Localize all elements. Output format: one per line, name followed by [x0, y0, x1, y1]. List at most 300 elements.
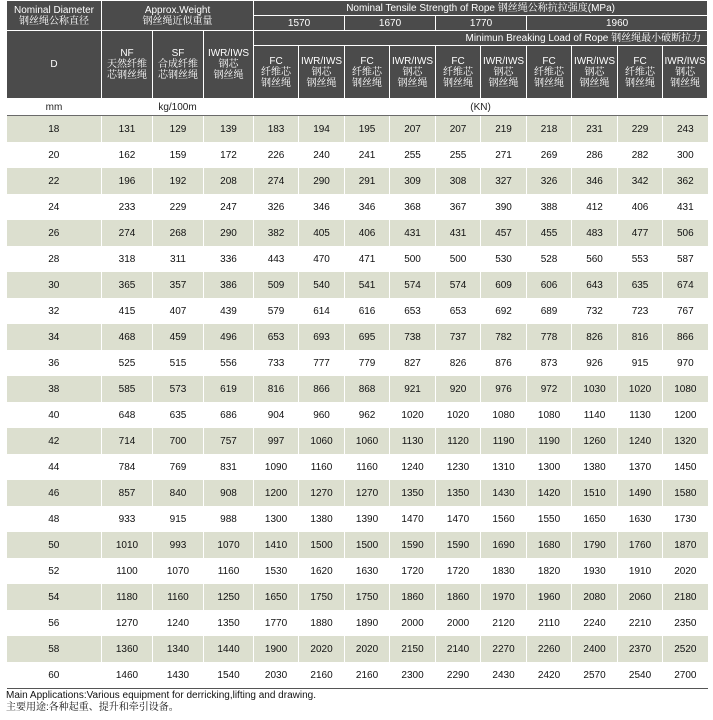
cell-value: 1190: [527, 428, 572, 454]
cell-value: 1530: [254, 558, 299, 584]
cell-value: 1540: [204, 662, 254, 689]
cell-diameter: 18: [7, 116, 102, 143]
header-nominal-diameter: Nominal Diameter 钢丝绳公称直径: [7, 1, 102, 31]
cell-value: 1860: [436, 584, 481, 610]
header-breaking-load: Minimun Breaking Load of Rope 钢丝绳最小破断拉力: [254, 31, 708, 46]
cell-value: 243: [663, 116, 708, 143]
cell-value: 388: [527, 194, 572, 220]
cell-value: 431: [436, 220, 481, 246]
cell-value: 1180: [102, 584, 153, 610]
cell-value: 1160: [299, 454, 345, 480]
cell-value: 732: [572, 298, 618, 324]
cell-value: 782: [481, 324, 527, 350]
cell-value: 207: [390, 116, 436, 143]
cell-value: 241: [345, 142, 390, 168]
cell-value: 1720: [390, 558, 436, 584]
cell-value: 2020: [345, 636, 390, 662]
cell-value: 506: [663, 220, 708, 246]
cell-value: 1310: [481, 454, 527, 480]
cell-value: 1410: [254, 532, 299, 558]
cell-value: 1130: [390, 428, 436, 454]
cell-value: 585: [102, 376, 153, 402]
cell-value: 1140: [572, 402, 618, 428]
cell-value: 368: [390, 194, 436, 220]
cell-value: 1340: [153, 636, 204, 662]
cell-value: 365: [102, 272, 153, 298]
cell-value: 988: [204, 506, 254, 532]
cell-value: 1490: [618, 480, 663, 506]
cell-diameter: 34: [7, 324, 102, 350]
cell-value: 614: [299, 298, 345, 324]
cell-value: 311: [153, 246, 204, 272]
cell-value: 194: [299, 116, 345, 143]
cell-value: 327: [481, 168, 527, 194]
cell-value: 290: [299, 168, 345, 194]
table-row: [7, 402, 708, 428]
table-row: [7, 272, 708, 298]
cell-value: 1470: [436, 506, 481, 532]
cell-value: 993: [153, 532, 204, 558]
unit-weight: kg/100m: [102, 99, 254, 116]
cell-diameter: 20: [7, 142, 102, 168]
cell-value: 2300: [390, 662, 436, 689]
cell-value: 933: [102, 506, 153, 532]
cell-value: 318: [102, 246, 153, 272]
cell-value: 1760: [618, 532, 663, 558]
cell-value: 308: [436, 168, 481, 194]
cell-diameter: 32: [7, 298, 102, 324]
cell-value: 269: [527, 142, 572, 168]
cell-value: 723: [618, 298, 663, 324]
cell-value: 2080: [572, 584, 618, 610]
cell-value: 196: [102, 168, 153, 194]
cell-value: 131: [102, 116, 153, 143]
header-type-fc: FC 纤维芯 钢丝绳: [345, 46, 390, 99]
cell-diameter: 48: [7, 506, 102, 532]
cell-value: 915: [618, 350, 663, 376]
cell-value: 873: [527, 350, 572, 376]
cell-value: 816: [618, 324, 663, 350]
applications-note: [6, 690, 316, 714]
cell-value: 1080: [663, 376, 708, 402]
cell-value: 1790: [572, 532, 618, 558]
cell-value: 686: [204, 402, 254, 428]
cell-value: 346: [345, 194, 390, 220]
cell-value: 208: [204, 168, 254, 194]
cell-value: 692: [481, 298, 527, 324]
cell-value: 653: [390, 298, 436, 324]
cell-value: 2020: [299, 636, 345, 662]
cell-value: 541: [345, 272, 390, 298]
cell-value: 290: [204, 220, 254, 246]
cell-value: 643: [572, 272, 618, 298]
cell-value: 606: [527, 272, 572, 298]
table-row: [7, 584, 708, 610]
cell-diameter: 56: [7, 610, 102, 636]
header-grade-1770: 1770: [436, 16, 527, 31]
cell-value: 816: [254, 376, 299, 402]
cell-value: 1080: [481, 402, 527, 428]
cell-value: 1160: [204, 558, 254, 584]
cell-value: 1650: [572, 506, 618, 532]
cell-value: 1270: [299, 480, 345, 506]
cell-value: 2210: [618, 610, 663, 636]
header-type-nf: NF 天然纤维 芯钢丝绳: [102, 31, 153, 99]
header-type-fc: FC 纤维芯 钢丝绳: [254, 46, 299, 99]
cell-value: 2000: [390, 610, 436, 636]
rope-spec-table: [6, 0, 708, 689]
cell-value: 286: [572, 142, 618, 168]
cell-value: 737: [436, 324, 481, 350]
cell-value: 326: [527, 168, 572, 194]
cell-value: 1200: [254, 480, 299, 506]
cell-value: 1870: [663, 532, 708, 558]
cell-value: 1750: [345, 584, 390, 610]
cell-value: 247: [204, 194, 254, 220]
header-type-iwr: IWR/IWS 钢芯 钢丝绳: [572, 46, 618, 99]
cell-value: 1260: [572, 428, 618, 454]
cell-value: 1470: [390, 506, 436, 532]
header-grade-1960: 1960: [527, 16, 708, 31]
cell-value: 1730: [663, 506, 708, 532]
table-row: [7, 428, 708, 454]
table-row: [7, 246, 708, 272]
cell-value: 362: [663, 168, 708, 194]
table-row: [7, 454, 708, 480]
cell-value: 653: [254, 324, 299, 350]
cell-value: 2160: [345, 662, 390, 689]
table-row: [7, 662, 708, 689]
cell-value: 1930: [572, 558, 618, 584]
cell-diameter: 58: [7, 636, 102, 662]
cell-value: 2270: [481, 636, 527, 662]
cell-value: 921: [390, 376, 436, 402]
cell-value: 689: [527, 298, 572, 324]
cell-value: 291: [345, 168, 390, 194]
cell-value: 1630: [618, 506, 663, 532]
cell-value: 129: [153, 116, 204, 143]
cell-value: 972: [527, 376, 572, 402]
cell-value: 1510: [572, 480, 618, 506]
cell-value: 1060: [345, 428, 390, 454]
cell-value: 455: [527, 220, 572, 246]
cell-value: 2420: [527, 662, 572, 689]
cell-value: 1300: [527, 454, 572, 480]
cell-value: 997: [254, 428, 299, 454]
cell-value: 1020: [390, 402, 436, 428]
cell-value: 1880: [299, 610, 345, 636]
cell-value: 1890: [345, 610, 390, 636]
cell-value: 2160: [299, 662, 345, 689]
cell-value: 1200: [663, 402, 708, 428]
cell-value: 1770: [254, 610, 299, 636]
cell-value: 700: [153, 428, 204, 454]
cell-value: 226: [254, 142, 299, 168]
cell-value: 616: [345, 298, 390, 324]
cell-value: 530: [481, 246, 527, 272]
cell-value: 431: [663, 194, 708, 220]
cell-diameter: 46: [7, 480, 102, 506]
cell-value: 468: [102, 324, 153, 350]
cell-value: 1350: [436, 480, 481, 506]
cell-value: 326: [254, 194, 299, 220]
cell-value: 976: [481, 376, 527, 402]
unit-load: (KN): [254, 99, 708, 116]
cell-value: 1590: [436, 532, 481, 558]
table-row: [7, 532, 708, 558]
cell-value: 962: [345, 402, 390, 428]
cell-value: 674: [663, 272, 708, 298]
cell-value: 1020: [436, 402, 481, 428]
cell-value: 648: [102, 402, 153, 428]
cell-value: 2260: [527, 636, 572, 662]
cell-value: 1270: [102, 610, 153, 636]
cell-value: 2030: [254, 662, 299, 689]
cell-value: 857: [102, 480, 153, 506]
cell-value: 162: [102, 142, 153, 168]
cell-diameter: 50: [7, 532, 102, 558]
cell-value: 920: [436, 376, 481, 402]
cell-value: 1500: [299, 532, 345, 558]
cell-value: 560: [572, 246, 618, 272]
cell-value: 500: [390, 246, 436, 272]
cell-diameter: 22: [7, 168, 102, 194]
cell-value: 2000: [436, 610, 481, 636]
cell-diameter: 40: [7, 402, 102, 428]
table-row: [7, 558, 708, 584]
cell-value: 2140: [436, 636, 481, 662]
cell-value: 1960: [527, 584, 572, 610]
cell-value: 407: [153, 298, 204, 324]
cell-value: 443: [254, 246, 299, 272]
cell-value: 346: [572, 168, 618, 194]
cell-value: 1900: [254, 636, 299, 662]
cell-value: 1430: [153, 662, 204, 689]
cell-value: 367: [436, 194, 481, 220]
cell-value: 693: [299, 324, 345, 350]
cell-value: 573: [153, 376, 204, 402]
cell-value: 1680: [527, 532, 572, 558]
cell-value: 1320: [663, 428, 708, 454]
cell-value: 2700: [663, 662, 708, 689]
cell-diameter: 52: [7, 558, 102, 584]
cell-value: 960: [299, 402, 345, 428]
header-grade-1570: 1570: [254, 16, 345, 31]
cell-value: 553: [618, 246, 663, 272]
cell-value: 406: [618, 194, 663, 220]
cell-value: 1910: [618, 558, 663, 584]
cell-value: 587: [663, 246, 708, 272]
cell-value: 405: [299, 220, 345, 246]
cell-value: 2370: [618, 636, 663, 662]
cell-value: 876: [481, 350, 527, 376]
cell-value: 2430: [481, 662, 527, 689]
cell-value: 515: [153, 350, 204, 376]
cell-value: 1650: [254, 584, 299, 610]
cell-value: 733: [254, 350, 299, 376]
cell-value: 866: [299, 376, 345, 402]
table-row: [7, 480, 708, 506]
cell-value: 1060: [299, 428, 345, 454]
cell-value: 2180: [663, 584, 708, 610]
cell-value: 255: [390, 142, 436, 168]
cell-value: 970: [663, 350, 708, 376]
header-type-iwr: IWR/IWS 钢芯 钢丝绳: [481, 46, 527, 99]
cell-value: 309: [390, 168, 436, 194]
cell-value: 574: [390, 272, 436, 298]
cell-value: 653: [436, 298, 481, 324]
cell-value: 915: [153, 506, 204, 532]
header-type-iwr-weight: IWR/IWS 钢芯 钢丝绳: [204, 31, 254, 99]
cell-value: 1070: [204, 532, 254, 558]
header-type-fc: FC 纤维芯 钢丝绳: [618, 46, 663, 99]
cell-value: 1070: [153, 558, 204, 584]
cell-value: 2290: [436, 662, 481, 689]
cell-value: 159: [153, 142, 204, 168]
cell-value: 1580: [663, 480, 708, 506]
cell-value: 540: [299, 272, 345, 298]
table-row: [7, 194, 708, 220]
cell-value: 1130: [618, 402, 663, 428]
cell-value: 528: [527, 246, 572, 272]
cell-value: 695: [345, 324, 390, 350]
cell-value: 271: [481, 142, 527, 168]
cell-value: 1820: [527, 558, 572, 584]
cell-value: 904: [254, 402, 299, 428]
cell-value: 412: [572, 194, 618, 220]
cell-diameter: 24: [7, 194, 102, 220]
header-d-label: D: [7, 31, 102, 99]
cell-value: 769: [153, 454, 204, 480]
cell-value: 779: [345, 350, 390, 376]
cell-value: 1190: [481, 428, 527, 454]
cell-value: 1240: [390, 454, 436, 480]
cell-value: 282: [618, 142, 663, 168]
cell-value: 1860: [390, 584, 436, 610]
cell-value: 192: [153, 168, 204, 194]
cell-value: 1590: [390, 532, 436, 558]
cell-value: 233: [102, 194, 153, 220]
cell-value: 2350: [663, 610, 708, 636]
cell-value: 183: [254, 116, 299, 143]
cell-value: 439: [204, 298, 254, 324]
cell-diameter: 38: [7, 376, 102, 402]
cell-value: 2520: [663, 636, 708, 662]
cell-value: 219: [481, 116, 527, 143]
cell-value: 767: [663, 298, 708, 324]
table-row: [7, 168, 708, 194]
cell-value: 757: [204, 428, 254, 454]
table-row: [7, 506, 708, 532]
cell-value: 1620: [299, 558, 345, 584]
cell-value: 1450: [663, 454, 708, 480]
cell-value: 2570: [572, 662, 618, 689]
cell-value: 229: [153, 194, 204, 220]
header-type-fc: FC 纤维芯 钢丝绳: [527, 46, 572, 99]
cell-value: 1430: [481, 480, 527, 506]
cell-value: 635: [618, 272, 663, 298]
cell-value: 336: [204, 246, 254, 272]
cell-value: 714: [102, 428, 153, 454]
header-grade-1670: 1670: [345, 16, 436, 31]
cell-value: 1380: [299, 506, 345, 532]
cell-value: 496: [204, 324, 254, 350]
cell-value: 1030: [572, 376, 618, 402]
cell-value: 1230: [436, 454, 481, 480]
cell-value: 1350: [390, 480, 436, 506]
cell-value: 1630: [345, 558, 390, 584]
cell-value: 268: [153, 220, 204, 246]
header-tensile-strength: Nominal Tensile Strength of Rope 钢丝绳公称抗拉强度(MPa): [254, 1, 708, 16]
cell-value: 1120: [436, 428, 481, 454]
cell-value: 457: [481, 220, 527, 246]
cell-value: 1720: [436, 558, 481, 584]
cell-value: 229: [618, 116, 663, 143]
cell-value: 139: [204, 116, 254, 143]
cell-diameter: 26: [7, 220, 102, 246]
cell-value: 738: [390, 324, 436, 350]
cell-value: 172: [204, 142, 254, 168]
cell-value: 509: [254, 272, 299, 298]
cell-value: 500: [436, 246, 481, 272]
cell-value: 274: [254, 168, 299, 194]
cell-value: 231: [572, 116, 618, 143]
cell-value: 1160: [345, 454, 390, 480]
cell-value: 195: [345, 116, 390, 143]
cell-diameter: 44: [7, 454, 102, 480]
table-row: [7, 298, 708, 324]
cell-value: 1360: [102, 636, 153, 662]
cell-value: 926: [572, 350, 618, 376]
header-type-iwr: IWR/IWS 钢芯 钢丝绳: [390, 46, 436, 99]
cell-value: 386: [204, 272, 254, 298]
cell-value: 1390: [345, 506, 390, 532]
cell-value: 826: [572, 324, 618, 350]
cell-value: 240: [299, 142, 345, 168]
cell-value: 2240: [572, 610, 618, 636]
cell-value: 2110: [527, 610, 572, 636]
cell-value: 1100: [102, 558, 153, 584]
cell-value: 619: [204, 376, 254, 402]
cell-value: 868: [345, 376, 390, 402]
table-body: [7, 116, 708, 689]
rope-spec-sheet: [6, 0, 707, 689]
cell-value: 274: [102, 220, 153, 246]
unit-diameter: mm: [7, 99, 102, 116]
header-type-fc: FC 纤维芯 钢丝绳: [436, 46, 481, 99]
cell-value: 207: [436, 116, 481, 143]
cell-diameter: 54: [7, 584, 102, 610]
cell-diameter: 36: [7, 350, 102, 376]
cell-value: 2120: [481, 610, 527, 636]
cell-value: 2540: [618, 662, 663, 689]
table-row: [7, 324, 708, 350]
cell-value: 431: [390, 220, 436, 246]
cell-value: 827: [390, 350, 436, 376]
cell-value: 342: [618, 168, 663, 194]
cell-value: 357: [153, 272, 204, 298]
cell-value: 1250: [204, 584, 254, 610]
cell-value: 1970: [481, 584, 527, 610]
header-type-iwr: IWR/IWS 钢芯 钢丝绳: [663, 46, 708, 99]
header-type-sf: SF 合成纤维 芯钢丝绳: [153, 31, 204, 99]
cell-value: 346: [299, 194, 345, 220]
cell-value: 784: [102, 454, 153, 480]
cell-value: 1240: [153, 610, 204, 636]
cell-value: 866: [663, 324, 708, 350]
cell-value: 1010: [102, 532, 153, 558]
header-type-iwr: IWR/IWS 钢芯 钢丝绳: [299, 46, 345, 99]
